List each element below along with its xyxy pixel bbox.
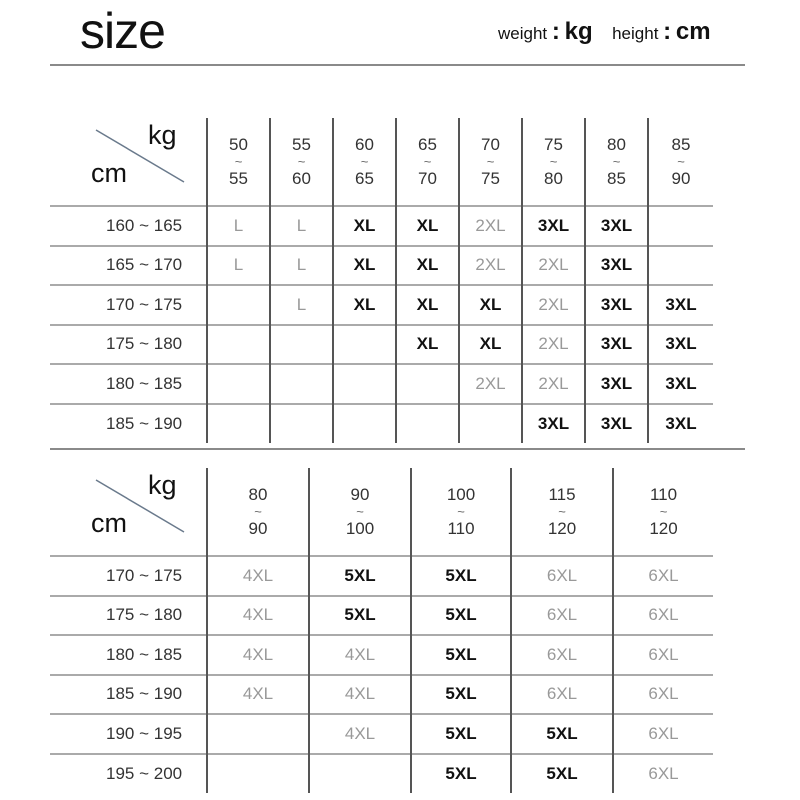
weight-max: 85 [607,168,626,188]
size-cell: 6XL [613,754,713,794]
size-cell [333,364,396,404]
table-row [50,714,713,754]
size-cell [459,404,522,444]
weight-min: 75 [544,134,563,154]
weight-min: 90 [350,484,370,504]
height-range-label: 165 ~ 170 [50,246,207,286]
corner-kg-label: kg [148,120,177,150]
size-cell: 3XL [585,404,648,444]
size-cell [270,364,333,404]
size-cell: XL [396,246,459,286]
size-cell: 4XL [309,675,411,715]
size-cell: 4XL [207,596,309,636]
table-row [50,675,713,715]
weight-min: 80 [248,484,268,504]
size-cell: XL [396,206,459,246]
size-cell [648,206,713,246]
size-cell: 3XL [648,325,713,365]
weight-column-header [648,118,713,206]
size-cell: 3XL [585,325,648,365]
size-cell: 2XL [522,246,585,286]
size-cell [207,754,309,794]
weight-column-header [459,118,522,206]
size-cell: 4XL [207,635,309,675]
range-tilde: ~ [457,503,465,519]
height-range-label: 160 ~ 165 [50,206,207,246]
weight-max: 90 [671,168,691,188]
weight-max: 65 [355,168,374,188]
weight-max: 110 [447,518,475,538]
size-cell: 5XL [411,675,511,715]
height-unit: cm [675,18,711,45]
size-cell: XL [396,325,459,365]
height-range-label: 185 ~ 190 [50,675,207,715]
size-cell: 6XL [511,635,613,675]
height-range-label: 170 ~ 175 [50,556,207,596]
corner-header [50,118,207,206]
size-cell: 6XL [511,556,613,596]
range-tilde: ~ [549,153,558,169]
weight-sep: : [551,18,560,45]
size-cell: L [207,246,270,286]
weight-min: 115 [548,484,576,504]
size-cell: 5XL [511,754,613,794]
height-range-label: 185 ~ 190 [50,404,207,444]
weight-column-header [207,468,309,556]
size-cell: L [270,285,333,325]
weight-min: 60 [355,134,374,154]
weight-min: 55 [292,134,311,154]
weight-column-header [333,118,396,206]
weight-column-header [511,468,613,556]
size-cell: XL [459,285,522,325]
weight-max: 75 [481,168,500,188]
weight-max: 80 [544,168,563,188]
size-cell: 5XL [309,556,411,596]
height-label: height [612,24,659,43]
size-cell: 3XL [585,206,648,246]
range-tilde: ~ [423,153,432,169]
height-range-label: 180 ~ 185 [50,635,207,675]
size-cell: 4XL [207,675,309,715]
range-tilde: ~ [659,503,668,519]
weight-column-header [396,118,459,206]
units-legend [498,18,711,46]
size-cell: 6XL [613,635,713,675]
weight-min: 80 [607,134,626,154]
diagonal-divider [50,468,207,556]
range-tilde: ~ [297,153,306,169]
table-row [50,246,713,286]
weight-min: 85 [671,134,691,154]
weight-min: 110 [649,484,678,504]
size-cell [333,404,396,444]
table-row [50,556,713,596]
size-cell [396,364,459,404]
weight-min: 100 [446,484,476,504]
weight-max: 55 [229,168,248,188]
size-cell: 5XL [309,596,411,636]
size-cell: 6XL [511,596,613,636]
weight-min: 50 [229,134,248,154]
size-cell: XL [333,246,396,286]
size-cell: 3XL [522,206,585,246]
size-cell: 2XL [522,364,585,404]
corner-header [50,468,207,556]
table-row [50,285,713,325]
range-tilde: ~ [360,153,369,169]
weight-max: 60 [292,168,311,188]
weight-max: 120 [547,518,577,538]
corner-cm-label: cm [91,508,127,538]
size-cell [207,285,270,325]
header-divider [50,64,745,66]
corner-cm-label: cm [91,158,127,188]
weight-column-header [522,118,585,206]
corner-kg-label: kg [148,470,177,500]
size-cell: 4XL [207,556,309,596]
section-divider [50,448,745,450]
size-cell: L [270,206,333,246]
size-cell [309,754,411,794]
size-cell: 6XL [613,556,713,596]
size-cell [207,404,270,444]
size-cell: 5XL [411,714,511,754]
page-title: size [80,3,165,59]
size-table-plus [50,468,713,793]
size-cell: 3XL [648,364,713,404]
size-cell: XL [396,285,459,325]
range-tilde: ~ [558,503,566,519]
size-cell: 6XL [613,675,713,715]
size-cell: 4XL [309,714,411,754]
range-tilde: ~ [486,153,495,169]
size-cell: 3XL [585,285,648,325]
range-tilde: ~ [356,503,364,519]
size-cell: 2XL [522,285,585,325]
size-cell: 6XL [613,714,713,754]
range-tilde: ~ [677,153,685,169]
size-cell: 6XL [613,596,713,636]
size-cell: XL [459,325,522,365]
table-row [50,635,713,675]
size-cell: L [270,246,333,286]
size-cell [648,246,713,286]
weight-max: 90 [248,518,268,538]
weight-column-header [270,118,333,206]
table-row [50,325,713,365]
table-row [50,206,713,246]
size-cell: 5XL [411,596,511,636]
weight-label: weight [498,24,548,43]
height-range-label: 170 ~ 175 [50,285,207,325]
size-cell: 2XL [459,246,522,286]
size-cell: 6XL [511,675,613,715]
size-cell: 5XL [511,714,613,754]
table-row [50,754,713,794]
size-cell: XL [333,285,396,325]
size-cell: 2XL [459,206,522,246]
size-cell: 3XL [648,285,713,325]
size-cell: 3XL [522,404,585,444]
size-cell [207,325,270,365]
weight-column-header [207,118,270,206]
size-cell [396,404,459,444]
size-cell: 5XL [411,754,511,794]
size-cell [207,364,270,404]
height-range-label: 175 ~ 180 [50,596,207,636]
size-cell [207,714,309,754]
size-cell: 2XL [522,325,585,365]
size-cell: L [207,206,270,246]
size-cell: 5XL [411,556,511,596]
height-range-label: 190 ~ 195 [50,714,207,754]
range-tilde: ~ [612,153,621,169]
weight-min: 65 [418,134,437,154]
height-range-label: 175 ~ 180 [50,325,207,365]
weight-column-header [585,118,648,206]
size-cell: 2XL [459,364,522,404]
size-cell [270,325,333,365]
height-range-label: 195 ~ 200 [50,754,207,794]
size-cell: 5XL [411,635,511,675]
size-table-regular [50,118,713,443]
size-cell: 3XL [585,246,648,286]
size-cell: XL [333,206,396,246]
weight-max: 70 [418,168,437,188]
range-tilde: ~ [254,503,262,519]
size-cell: 4XL [309,635,411,675]
height-sep: : [663,18,672,45]
table-row [50,596,713,636]
diagonal-divider [50,118,207,206]
weight-column-header [613,468,713,556]
weight-column-header [309,468,411,556]
size-cell: 3XL [585,364,648,404]
weight-max: 120 [649,518,678,538]
size-cell: 3XL [648,404,713,444]
weight-column-header [411,468,511,556]
range-tilde: ~ [234,153,243,169]
weight-min: 70 [481,134,500,154]
table-row [50,404,713,444]
size-cell [333,325,396,365]
height-range-label: 180 ~ 185 [50,364,207,404]
size-cell [270,404,333,444]
weight-unit: kg [564,18,593,45]
weight-max: 100 [345,518,375,538]
table-row [50,364,713,404]
